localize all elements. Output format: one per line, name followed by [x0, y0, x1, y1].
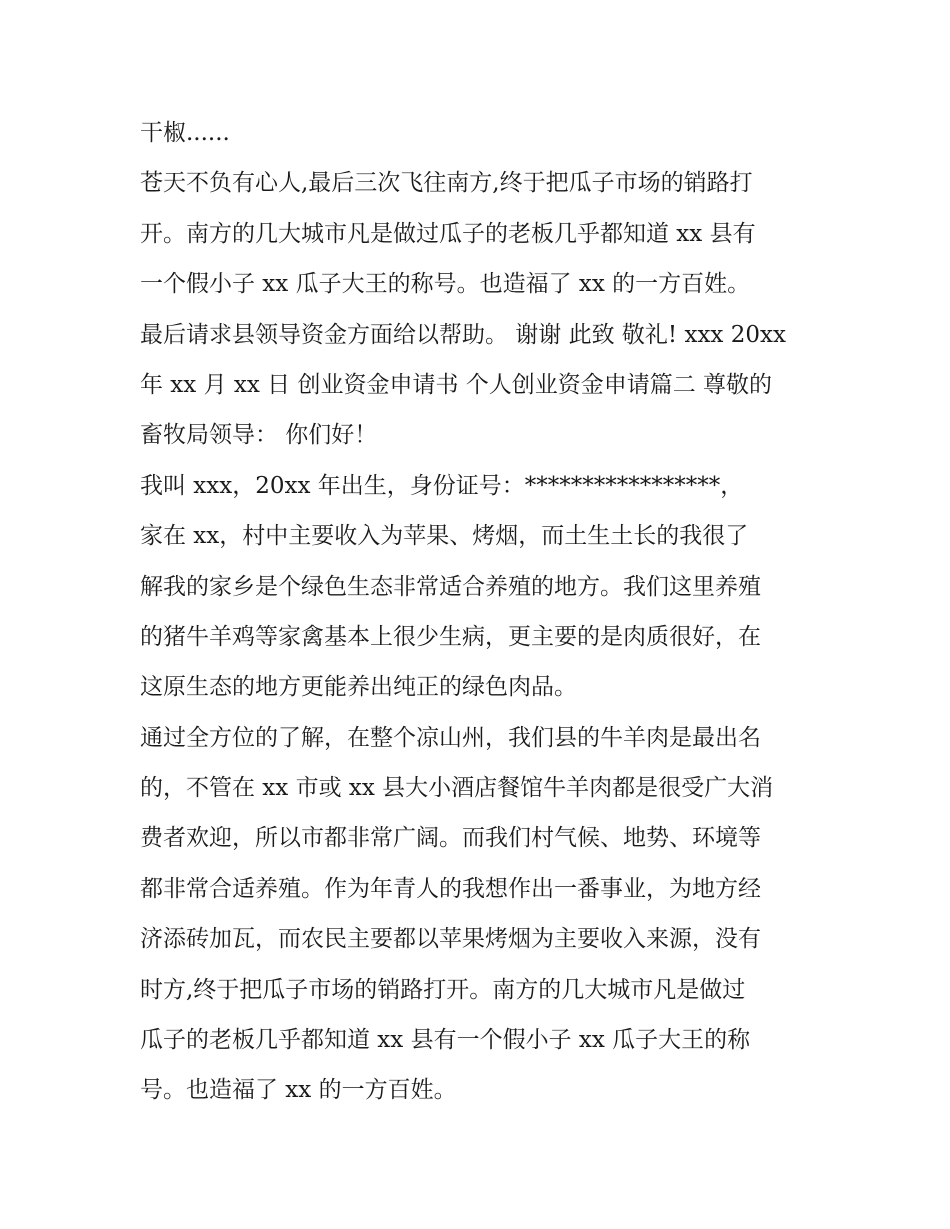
text-line: 最后请求县领导资金方面给以帮助。 谢谢 此致 敬礼! xxx 20xx	[140, 321, 786, 348]
text-line: 家在 xx，村中主要收入为苹果、烤烟，而土生土长的我很了	[140, 523, 749, 550]
text-line: 一个假小子 xx 瓜子大王的称号。也造福了 xx 的一方百姓。	[140, 271, 751, 298]
text-line: 年 xx 月 xx 日 创业资金申请书 个人创业资金申请篇二 尊敬的	[140, 371, 773, 398]
text-line: 的，不管在 xx 市或 xx 县大小酒店餐馆牛羊肉都是很受广大消	[140, 775, 774, 802]
text-line: 瓜子的老板几乎都知道 xx 县有一个假小子 xx 瓜子大王的称	[140, 1027, 751, 1054]
text-line: 时方,终于把瓜子市场的销路打开。南方的几大城市凡是做过	[140, 976, 746, 1003]
text-line: 号。也造福了 xx 的一方百姓。	[140, 1077, 457, 1104]
text-line: 的猪牛羊鸡等家禽基本上很少生病，更主要的是肉质很好，在	[140, 623, 761, 650]
text-line: 济添砖加瓦，而农民主要都以苹果烤烟为主要收入来源，没有	[140, 926, 761, 953]
text-line: 这原生态的地方更能养出纯正的绿色肉品。	[140, 674, 577, 701]
text-line: 畜牧局领导： 你们好！	[140, 422, 378, 449]
text-line: 我叫 xxx，20xx 年出生，身份证号：*****************，	[140, 472, 744, 499]
text-line: 苍天不负有心人,最后三次飞往南方,终于把瓜子市场的销路打	[140, 170, 753, 197]
text-line: 干椒......	[140, 120, 230, 146]
text-line: 费者欢迎，所以市都非常广阔。而我们村气候、地势、环境等	[140, 825, 761, 852]
body-text	[140, 108, 820, 1116]
text-line: 开。南方的几大城市凡是做过瓜子的老板几乎都知道 xx 县有	[140, 220, 756, 247]
text-line: 都非常合适养殖。作为年青人的我想作出一番事业，为地方经	[140, 875, 761, 902]
text-line: 通过全方位的了解，在整个凉山州，我们县的牛羊肉是最出名	[140, 724, 761, 751]
text-line: 解我的家乡是个绿色生态非常适合养殖的地方。我们这里养殖	[140, 573, 761, 600]
